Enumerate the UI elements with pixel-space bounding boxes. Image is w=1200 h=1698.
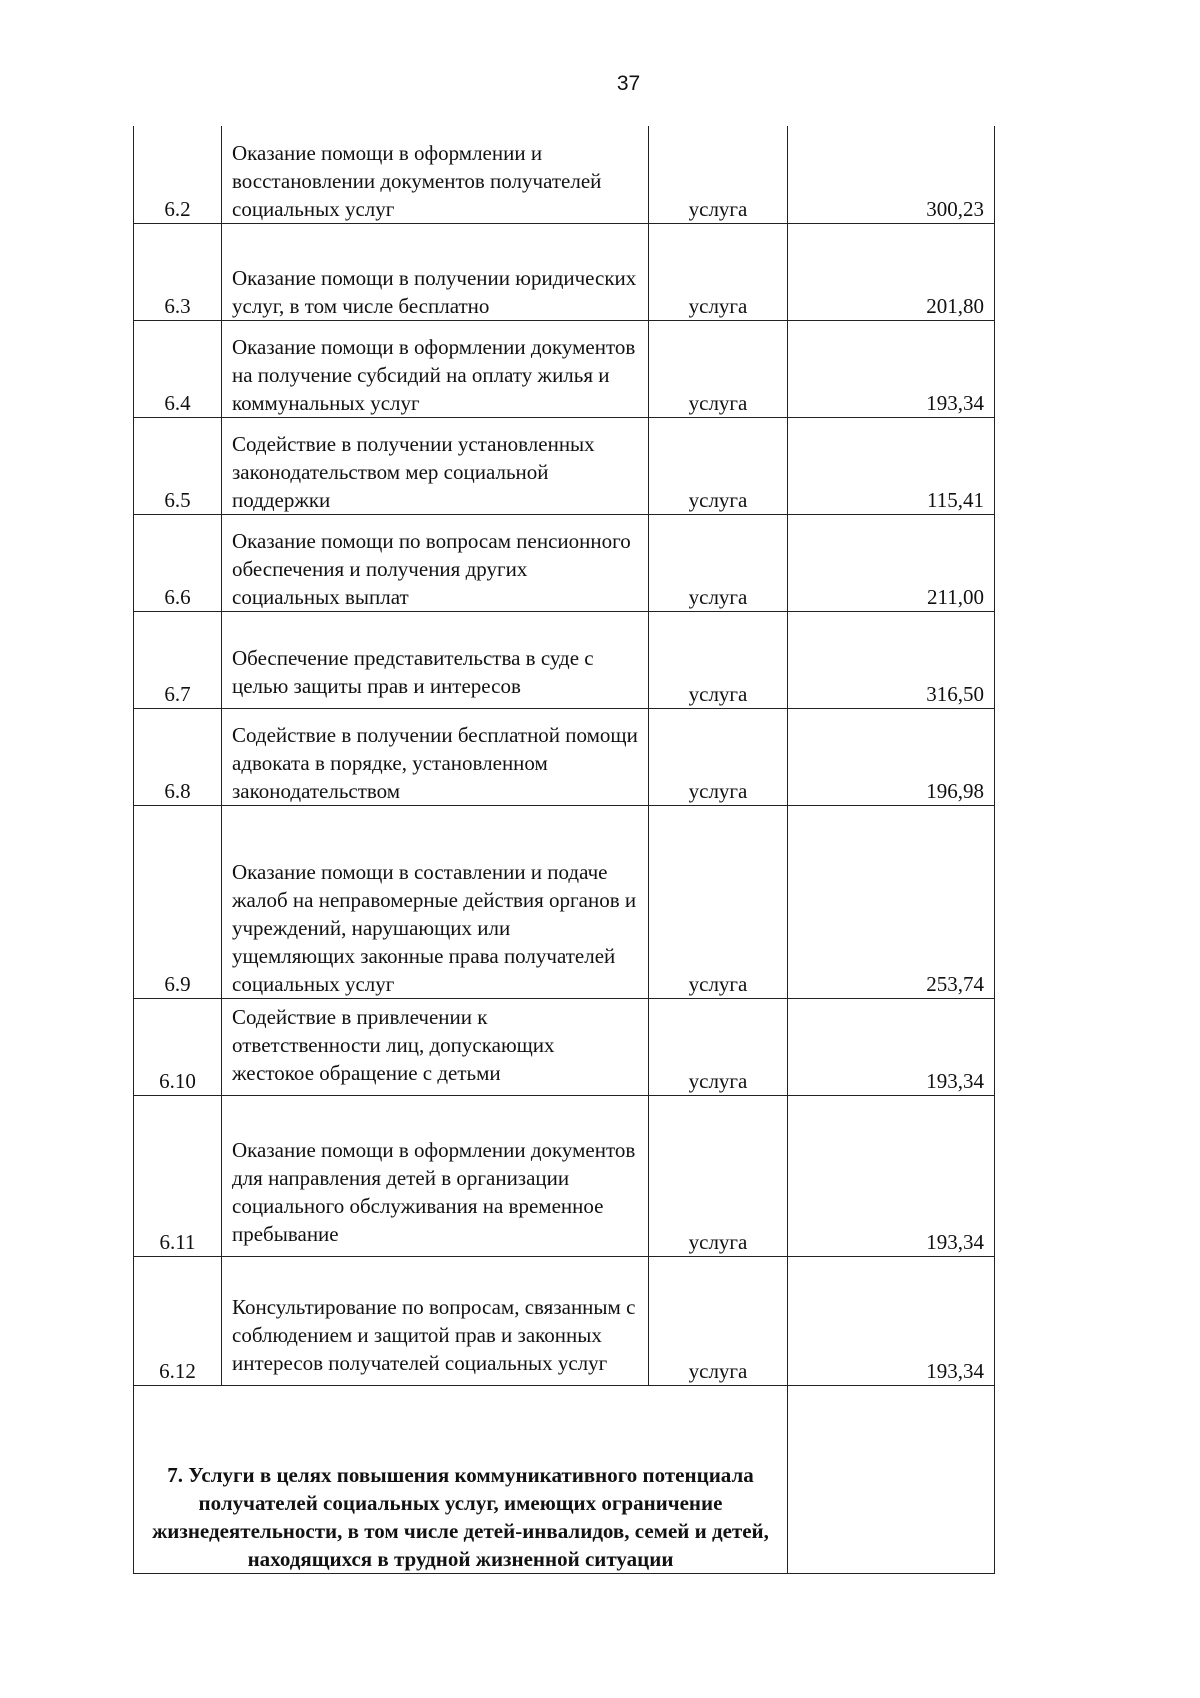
unit-of-measure: услуга [649, 126, 788, 223]
table-row [134, 998, 995, 1095]
unit-of-measure: услуга [649, 417, 788, 514]
row-number: 6.9 [134, 805, 222, 998]
service-name: Оказание помощи в оформлении и восстановлении документов получателей социальных услуг [222, 126, 649, 223]
unit-of-measure: услуга [649, 223, 788, 320]
service-price: 253,74 [788, 805, 995, 998]
row-number: 6.11 [134, 1095, 222, 1256]
table-row [134, 320, 995, 417]
row-number: 6.10 [134, 998, 222, 1095]
section-row [134, 1385, 995, 1573]
unit-of-measure: услуга [649, 514, 788, 611]
service-name: Оказание помощи в составлении и подаче жалоб на неправомерные действия органов и учреждений, нарушающих или ущемляющих законные права получателей социальных услуг [222, 805, 649, 998]
service-name: Оказание помощи по вопросам пенсионного обеспечения и получения других социальных выплат [222, 514, 649, 611]
service-price: 316,50 [788, 611, 995, 708]
service-name: Оказание помощи в оформлении документов для направления детей в организации социального обслуживания на временное пребывание [222, 1095, 649, 1256]
unit-of-measure: услуга [649, 805, 788, 998]
row-number: 6.8 [134, 708, 222, 805]
unit-of-measure: услуга [649, 320, 788, 417]
service-name: Консультирование по вопросам, связанным с соблюдением и защитой прав и законных интересов получателей социальных услуг [222, 1256, 649, 1385]
table-row [134, 1256, 995, 1385]
table-row [134, 126, 995, 223]
table-row [134, 611, 995, 708]
service-price: 300,23 [788, 126, 995, 223]
unit-of-measure: услуга [649, 611, 788, 708]
table-row [134, 223, 995, 320]
table-row [134, 1095, 995, 1256]
service-name: Содействие в получении бесплатной помощи адвоката в порядке, установленном законодательством [222, 708, 649, 805]
row-number: 6.4 [134, 320, 222, 417]
service-price: 193,34 [788, 320, 995, 417]
table-row [134, 805, 995, 998]
service-name: Оказание помощи в оформлении документов на получение субсидий на оплату жилья и коммунальных услуг [222, 320, 649, 417]
row-number: 6.6 [134, 514, 222, 611]
table-row [134, 417, 995, 514]
service-price: 193,34 [788, 998, 995, 1095]
service-price: 211,00 [788, 514, 995, 611]
service-price: 196,98 [788, 708, 995, 805]
row-number: 6.7 [134, 611, 222, 708]
section-title: 7. Услуги в целях повышения коммуникативного потенциала получателей социальных услуг, имеющих ограничение жизнедеятельности, в том числе детей-инвалидов, семей и детей, находящихся в трудной жизненной ситуации [134, 1385, 788, 1573]
row-number: 6.2 [134, 126, 222, 223]
service-name: Обеспечение представительства в суде с целью защиты прав и интересов [222, 611, 649, 708]
service-price: 201,80 [788, 223, 995, 320]
service-name: Содействие в получении установленных законодательством мер социальной поддержки [222, 417, 649, 514]
service-name: Содействие в привлечении к ответственности лиц, допускающих жестокое обращение с детьми [222, 998, 649, 1095]
row-number: 6.5 [134, 417, 222, 514]
table-row [134, 514, 995, 611]
row-number: 6.3 [134, 223, 222, 320]
service-name: Оказание помощи в получении юридических услуг, в том числе бесплатно [222, 223, 649, 320]
row-number: 6.12 [134, 1256, 222, 1385]
unit-of-measure: услуга [649, 1095, 788, 1256]
table-row [134, 708, 995, 805]
unit-of-measure: услуга [649, 708, 788, 805]
unit-of-measure: услуга [649, 1256, 788, 1385]
service-price: 193,34 [788, 1256, 995, 1385]
page-number: 37 [616, 72, 641, 95]
section-empty-cell [788, 1385, 995, 1573]
service-price: 115,41 [788, 417, 995, 514]
unit-of-measure: услуга [649, 998, 788, 1095]
services-table [133, 126, 995, 1574]
service-price: 193,34 [788, 1095, 995, 1256]
